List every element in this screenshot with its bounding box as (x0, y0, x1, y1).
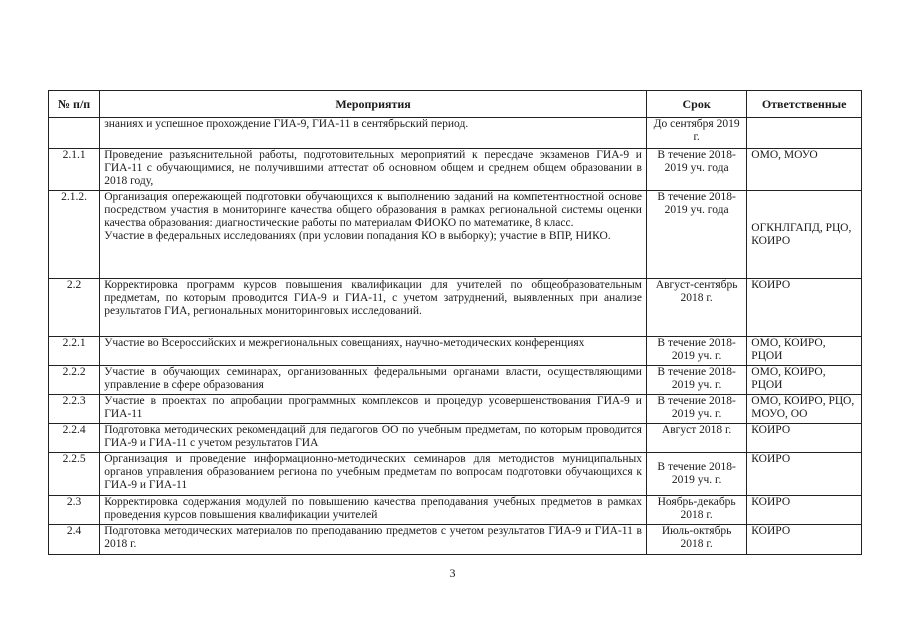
row-responsible: КОИРО (747, 496, 862, 525)
row-activity: Организация и проведение информационно-методических семинаров для методистов муниципальных органов управления образованием региона по учебным предметам по вопросам подготовки обучающихся к ГИА-9 и ГИА-11 (100, 453, 647, 496)
activity-paragraph: Участие в федеральных исследованиях (при условии попадания КО в выборку); участие в ВПР, НИКО. (104, 230, 611, 242)
row-number: 2.1.2. (49, 191, 100, 279)
row-activity (100, 191, 647, 279)
table-row (49, 191, 862, 279)
table-header-row (49, 91, 862, 118)
row-number (49, 118, 100, 149)
row-responsible: ОМО, КОИРО, РЦОИ (747, 337, 862, 366)
row-term: В течение 2018-2019 уч. года (646, 191, 746, 279)
row-number: 2.4 (49, 525, 100, 555)
header-number: № п/п (49, 91, 100, 118)
table-row (49, 279, 862, 337)
table-row (49, 453, 862, 496)
row-responsible: ОГКНЛГАПД, РЦО, КОИРО (747, 191, 862, 279)
row-term: В течение 2018-2019 уч. г. (646, 395, 746, 424)
header-activities: Мероприятия (100, 91, 647, 118)
row-number: 2.2.1 (49, 337, 100, 366)
page-number: 3 (449, 566, 456, 580)
row-responsible: КОИРО (747, 525, 862, 555)
table-row (49, 366, 862, 395)
row-number: 2.2.3 (49, 395, 100, 424)
table-row (49, 424, 862, 453)
row-number: 2.2.4 (49, 424, 100, 453)
row-term: Июль-октябрь 2018 г. (646, 525, 746, 555)
row-activity: Участие в проектах по апробации программных комплексов и процедур усовершенствования ГИА-9 и ГИА-11 (100, 395, 647, 424)
row-activity: Корректировка программ курсов повышения квалификации для учителей по общеобразовательным предметам, по которым проводится ГИА-9 и ГИА-11, с учетом затруднений, выявленных при анализе результатов ГИА, региональных мониторинговых исследований. (100, 279, 647, 337)
row-activity: Подготовка методических материалов по преподаванию предметов с учетом результатов ГИА-9 и ГИА-11 в 2018 г. (100, 525, 647, 555)
row-term: Ноябрь-декабрь 2018 г. (646, 496, 746, 525)
row-responsible: ОМО, КОИРО, РЦО, МОУО, ОО (747, 395, 862, 424)
row-term: Август-сентябрь 2018 г. (646, 279, 746, 337)
row-term: В течение 2018-2019 уч. г. (646, 366, 746, 395)
row-responsible: КОИРО (747, 279, 862, 337)
table-row (49, 496, 862, 525)
row-responsible: КОИРО (747, 424, 862, 453)
row-activity: Участие во Всероссийских и межрегиональных совещаниях, научно-методических конференциях (100, 337, 647, 366)
row-term: Август 2018 г. (646, 424, 746, 453)
row-responsible (747, 118, 862, 149)
term-text: В течение 2018-2019 уч. г. (657, 461, 736, 486)
row-term: В течение 2018-2019 уч. г. (646, 337, 746, 366)
row-activity: Участие в обучающих семинарах, организованных федеральными органами власти, осуществляющими управление в сфере образования (100, 366, 647, 395)
row-number: 2.2.5 (49, 453, 100, 496)
row-activity: знаниях и успешное прохождение ГИА-9, ГИА-11 в сентябрьский период. (100, 118, 647, 149)
activities-table (48, 90, 862, 555)
row-responsible: ОМО, КОИРО, РЦОИ (747, 366, 862, 395)
row-number: 2.2.2 (49, 366, 100, 395)
row-term: До сентября 2019 г. (646, 118, 746, 149)
row-number: 2.3 (49, 496, 100, 525)
row-number: 2.1.1 (49, 149, 100, 191)
table-row (49, 337, 862, 366)
activity-paragraph: Организация опережающей подготовки обучающихся к выполнению заданий на компетентностной основе посредством участия в мониторинге качества общего образования в рамках региональной системы оценки качества образования: диагностические работы по материалам ФИОКО по математике, 8 класс. (104, 191, 642, 229)
table-row (49, 118, 862, 149)
table-row (49, 525, 862, 555)
table-row (49, 395, 862, 424)
row-responsible: КОИРО (747, 453, 862, 496)
row-activity: Проведение разъяснительной работы, подготовительных мероприятий к пересдаче экзаменов ГИА-9 и ГИА-11 с обучающимися, не получившими аттестат об основном общем и среднем общем образовании в 2018 году, (100, 149, 647, 191)
row-activity: Корректировка содержания модулей по повышению качества преподавания учебных предметов в рамках проведения курсов повышения квалификации учителей (100, 496, 647, 525)
header-term: Срок (646, 91, 746, 118)
row-term: В течение 2018-2019 уч. года (646, 149, 746, 191)
row-activity: Подготовка методических рекомендаций для педагогов ОО по учебным предметам, по которым проводится ГИА-9 и ГИА-11 с учетом результатов ГИА (100, 424, 647, 453)
header-responsible: Ответственные (747, 91, 862, 118)
row-term (646, 453, 746, 496)
row-number: 2.2 (49, 279, 100, 337)
row-responsible: ОМО, МОУО (747, 149, 862, 191)
table-row (49, 149, 862, 191)
